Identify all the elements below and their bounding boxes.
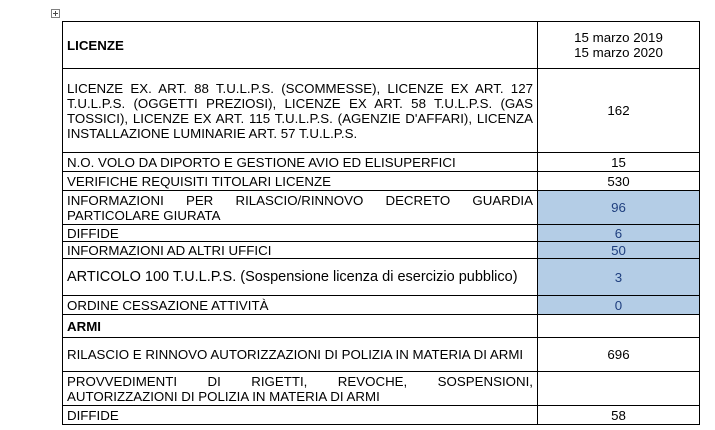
row-value-highlighted xyxy=(538,259,700,296)
row-value: 162 xyxy=(538,69,700,153)
row-value: 696 xyxy=(538,338,700,372)
section-value-empty xyxy=(538,315,700,338)
table-row xyxy=(63,259,700,296)
row-value-highlighted xyxy=(538,191,700,225)
row-value: 3 xyxy=(614,269,623,285)
header-dates xyxy=(538,22,700,69)
row-value: 58 xyxy=(538,406,700,425)
licenze-table xyxy=(62,21,700,425)
header-date-2: 15 marzo 2020 xyxy=(574,45,663,60)
table-move-handle-icon[interactable] xyxy=(51,9,60,18)
row-value-highlighted xyxy=(538,296,700,315)
row-value: 96 xyxy=(611,200,626,215)
row-label: N.O. VOLO DA DIPORTO E GESTIONE AVIO ED ELISUPERFICI xyxy=(63,153,538,172)
row-label: INFORMAZIONI PER RILASCIO/RINNOVO DECRETO GUARDIA PARTICOLARE GIURATA xyxy=(63,191,538,225)
header-title: LICENZE xyxy=(63,22,538,69)
table-row xyxy=(63,191,700,225)
row-label: VERIFICHE REQUISITI TITOLARI LICENZE xyxy=(63,172,538,191)
row-value: 15 xyxy=(538,153,700,172)
section-title-armi: ARMI xyxy=(63,315,538,338)
row-value: 50 xyxy=(611,242,626,258)
row-value-highlighted xyxy=(538,225,700,242)
row-label: DIFFIDE xyxy=(63,225,538,242)
row-label: RILASCIO E RINNOVO AUTORIZZAZIONI DI POLIZIA IN MATERIA DI ARMI xyxy=(63,338,538,372)
table-row xyxy=(63,225,700,242)
section-header-row xyxy=(63,315,700,338)
row-value: 6 xyxy=(614,225,623,241)
row-value: 0 xyxy=(614,297,623,313)
table-row xyxy=(63,69,700,153)
header-date-1: 15 marzo 2019 xyxy=(574,30,663,45)
table-row xyxy=(63,153,700,172)
table-header-row xyxy=(63,22,700,69)
row-label: ORDINE CESSAZIONE ATTIVITÀ xyxy=(63,296,538,315)
row-value: 530 xyxy=(538,172,700,191)
table-row xyxy=(63,338,700,372)
table-row xyxy=(63,172,700,191)
row-label: INFORMAZIONI AD ALTRI UFFICI xyxy=(63,242,538,259)
table-row xyxy=(63,242,700,259)
table-row xyxy=(63,296,700,315)
row-label: PROVVEDIMENTI DI RIGETTI, REVOCHE, SOSPENSIONI, AUTORIZZAZIONI DI POLIZIA IN MATERIA DI ARMI xyxy=(63,372,538,406)
row-label: ARTICOLO 100 T.U.L.P.S. (Sospensione licenza di esercizio pubblico) xyxy=(63,259,538,296)
row-label: DIFFIDE xyxy=(63,406,538,425)
row-label: LICENZE EX. ART. 88 T.U.L.P.S. (SCOMMESSE), LICENZE EX ART. 127 T.U.L.P.S. (OGGETTI PREZIOSI), LICENZE EX ART. 58 T.U.L.P.S. (GAS TOSSICI), LICENZE EX ART. 115 T.U.L.P.S. (AGENZIE D'AFFARI), LICENZA INSTALLAZIONE LUMINARIE ART. 57 T.U.L.P.S. xyxy=(63,69,538,153)
row-value-highlighted xyxy=(538,242,700,259)
table-row xyxy=(63,406,700,425)
row-value xyxy=(538,372,700,406)
table-row xyxy=(63,372,700,406)
